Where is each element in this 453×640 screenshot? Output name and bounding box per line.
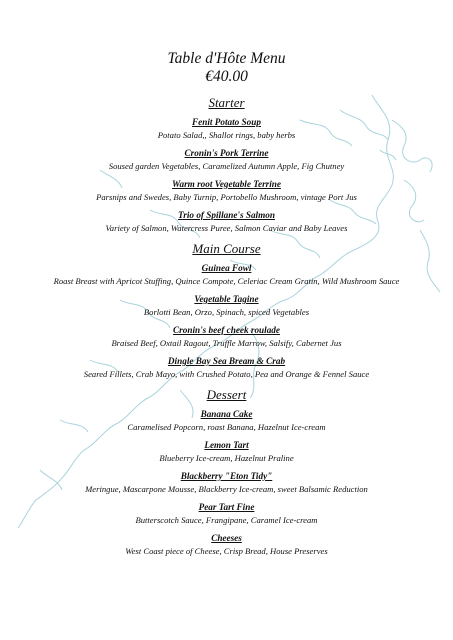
menu-item-name: Cronin's Pork Terrine bbox=[184, 148, 269, 158]
menu-item-name: Fenit Potato Soup bbox=[192, 117, 261, 127]
menu-item-name: Vegetable Tagine bbox=[194, 294, 259, 304]
section-heading-dessert: Dessert bbox=[206, 387, 247, 402]
menu-item-description: Blueberry Ice-cream, Hazelnut Praline bbox=[159, 453, 294, 463]
menu-item-name: Banana Cake bbox=[200, 409, 253, 419]
menu-item-name: Guinea Fowl bbox=[201, 263, 252, 273]
menu-item-description: Soused garden Vegetables, Caramelized Autumn Apple, Fig Chutney bbox=[108, 161, 345, 171]
menu-content bbox=[0, 50, 453, 564]
menu-item-name: Trio of Spillane's Salmon bbox=[178, 210, 275, 220]
menu-item-description: Roast Breast with Apricot Stuffing, Quince Compote, Celeriac Cream Gratin, Wild Mushroom Sauce bbox=[53, 276, 400, 286]
menu-item bbox=[0, 502, 453, 525]
menu-item-name: Dingle Bay Sea Bream & Crab bbox=[167, 356, 286, 366]
menu-item-name: Lemon Tart bbox=[204, 440, 249, 450]
menu-item bbox=[0, 325, 453, 348]
menu-item bbox=[0, 117, 453, 140]
menu-item bbox=[0, 440, 453, 463]
menu-item bbox=[0, 294, 453, 317]
menu-item-name: Blackberry "Eton Tidy" bbox=[180, 471, 273, 481]
section-heading-main-course: Main Course bbox=[192, 241, 261, 256]
menu-item bbox=[0, 263, 453, 286]
menu-item bbox=[0, 471, 453, 494]
menu-item bbox=[0, 148, 453, 171]
menu-item-description: Borlotti Bean, Orzo, Spinach, spiced Vegetables bbox=[143, 307, 310, 317]
menu-item-description: West Coast piece of Cheese, Crisp Bread, House Preserves bbox=[125, 546, 328, 556]
menu-item-description: Meringue, Mascarpone Mousse, Blackberry Ice-cream, sweet Balsamic Reduction bbox=[85, 484, 368, 494]
menu-item-description: Caramelised Popcorn, roast Banana, Hazelnut Ice-cream bbox=[127, 422, 326, 432]
menu-item bbox=[0, 409, 453, 432]
menu-item-name: Warm root Vegetable Terrine bbox=[172, 179, 281, 189]
menu-item-description: Variety of Salmon, Watercress Puree, Salmon Caviar and Baby Leaves bbox=[105, 223, 348, 233]
menu-item-name: Cheeses bbox=[211, 533, 242, 543]
menu-price: €40.00 bbox=[205, 68, 248, 85]
menu-item-description: Butterscotch Sauce, Frangipane, Caramel Ice-cream bbox=[135, 515, 318, 525]
menu-title: Table d'Hôte Menu bbox=[167, 50, 286, 67]
menu-item-description: Parsnips and Swedes, Baby Turnip, Portobello Mushroom, vintage Port Jus bbox=[96, 192, 357, 202]
menu-item-description: Seared Fillets, Crab Mayo, with Crushed Potato, Pea and Orange & Fennel Sauce bbox=[83, 369, 370, 379]
menu-item-description: Braised Beef, Oxtail Ragout, Truffle Marrow, Salsify, Cabernet Jus bbox=[111, 338, 342, 348]
menu-item bbox=[0, 356, 453, 379]
menu-item bbox=[0, 210, 453, 233]
menu-item bbox=[0, 179, 453, 202]
menu-item-name: Pear Tart Fine bbox=[198, 502, 255, 512]
menu-item-description: Potato Salad,, Shallot rings, baby herbs bbox=[157, 130, 296, 140]
menu-item bbox=[0, 533, 453, 556]
section-heading-starter: Starter bbox=[208, 95, 245, 110]
menu-item-name: Cronin's beef cheek roulade bbox=[173, 325, 280, 335]
